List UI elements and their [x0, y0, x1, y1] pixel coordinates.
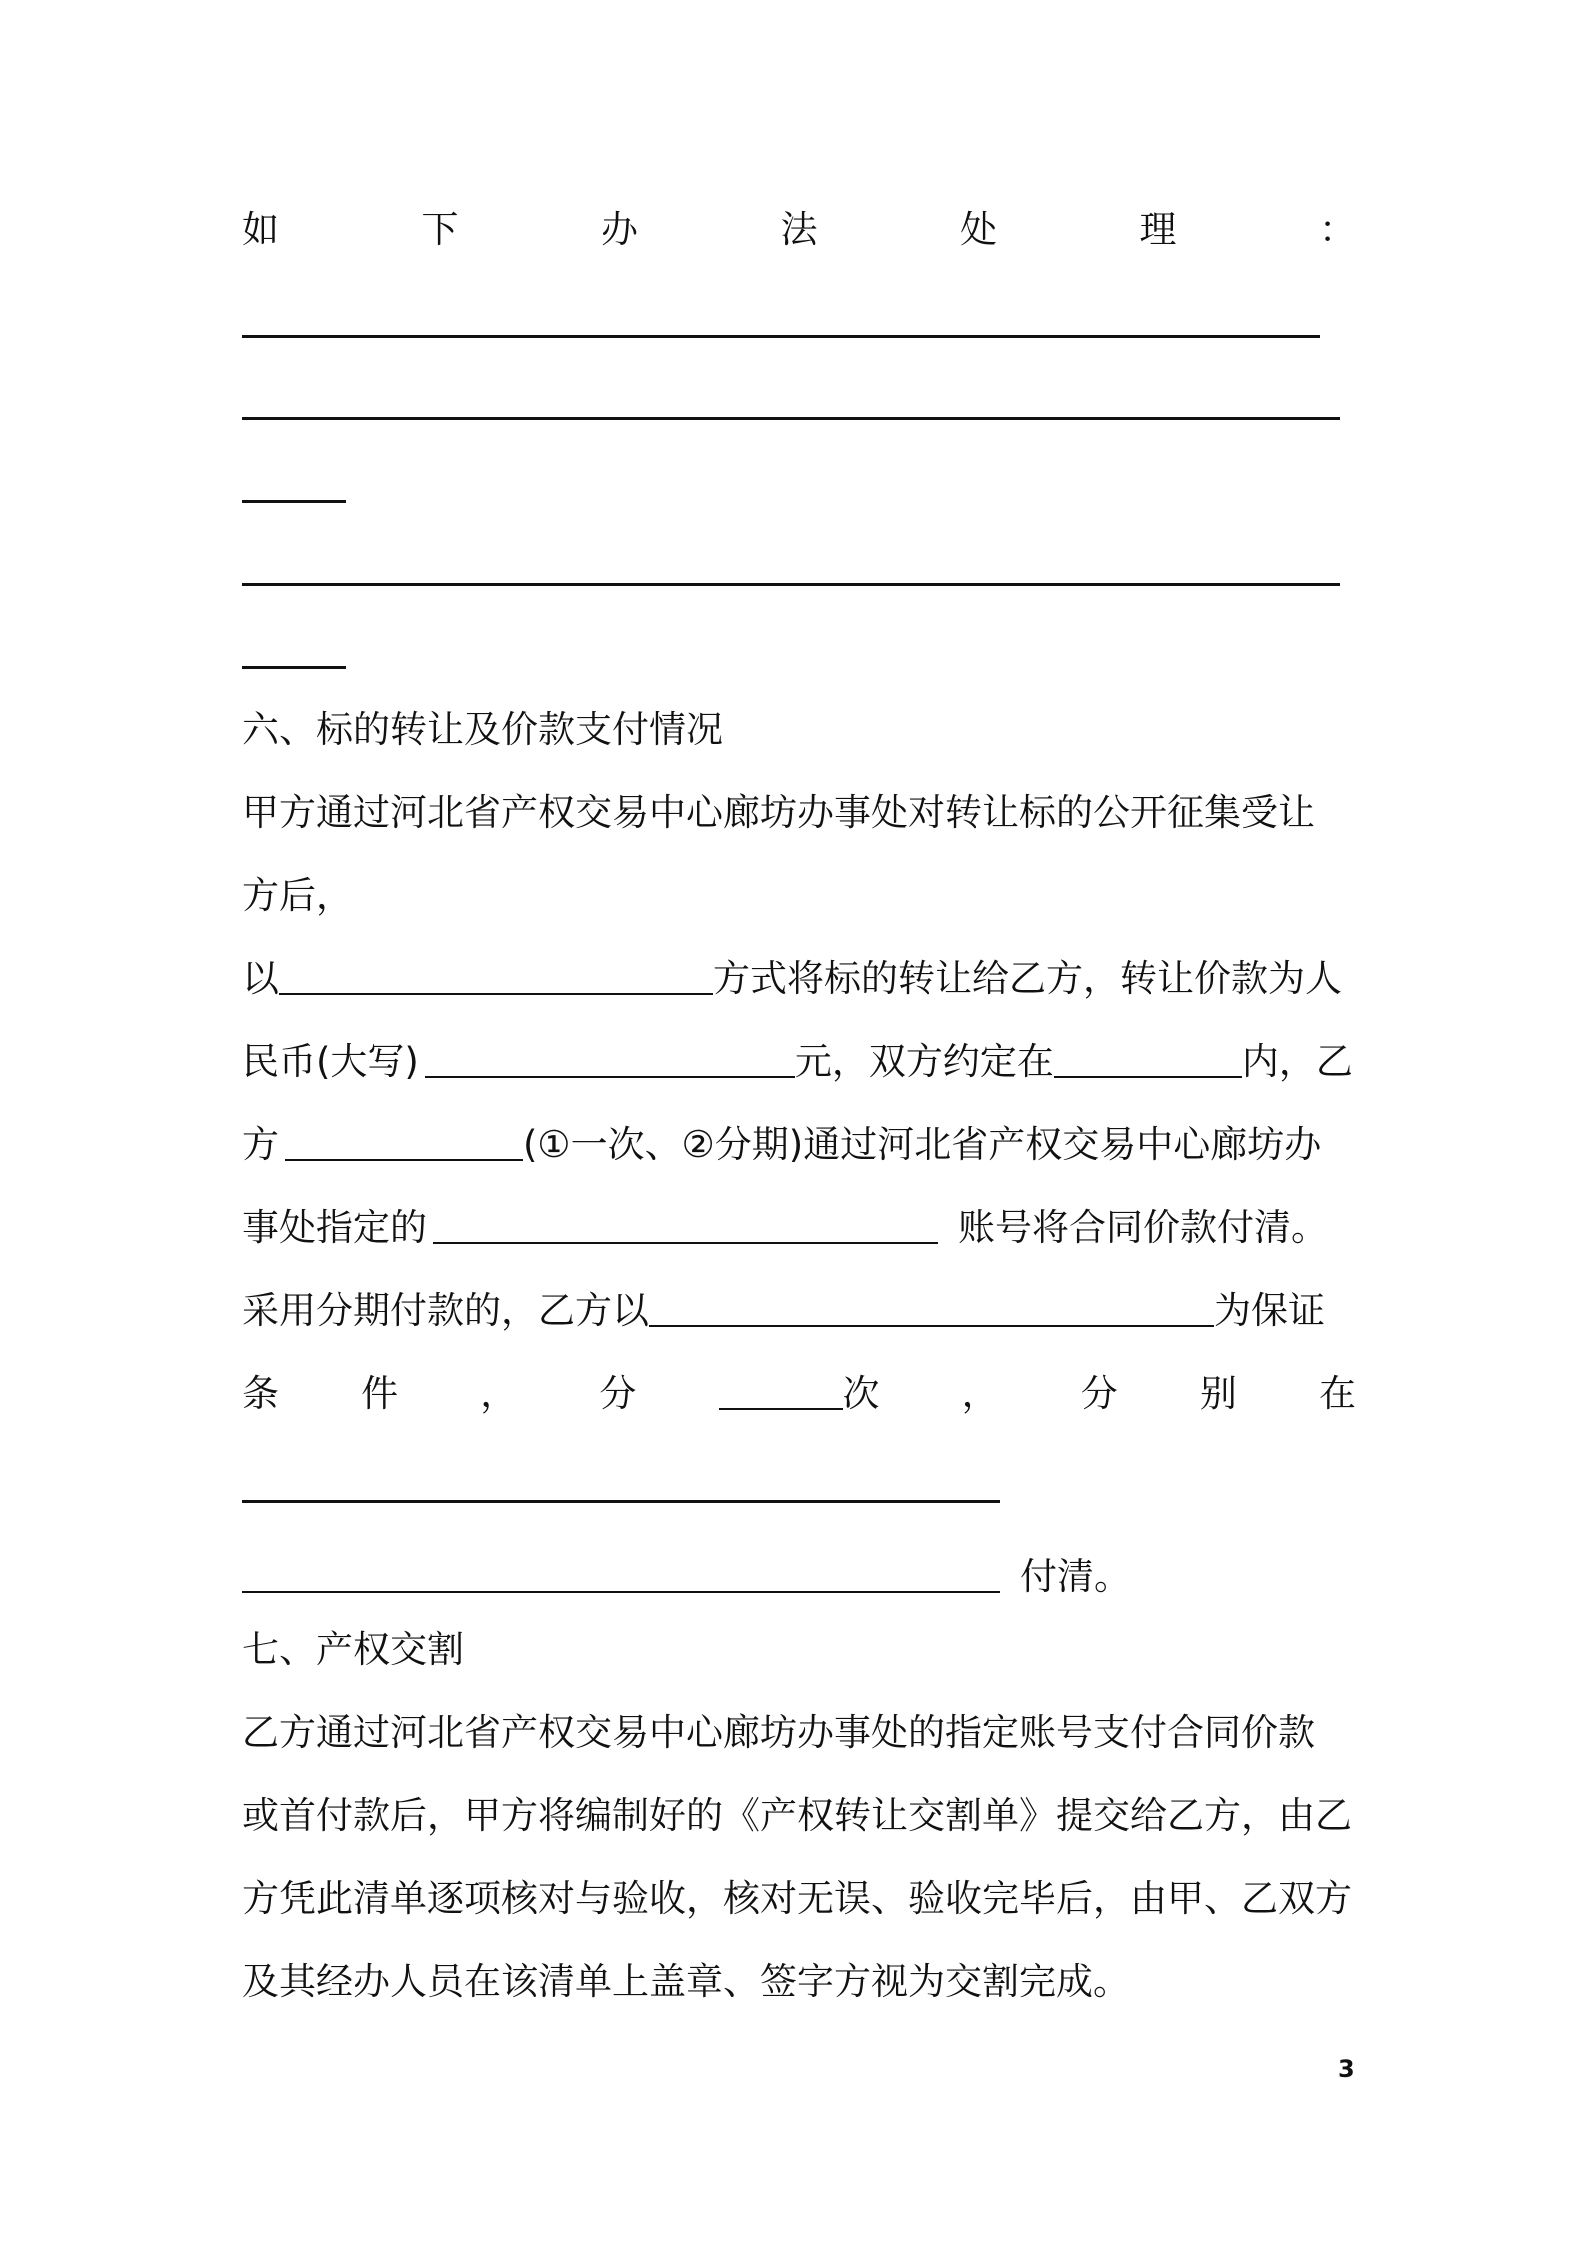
transfer-method-line [242, 937, 1356, 1021]
text-fragment: 方 [242, 1123, 279, 1166]
blank-method [279, 993, 713, 995]
blank-installment-count [719, 1408, 843, 1410]
text-fragment: 民币(大写) [242, 1040, 419, 1083]
intro-char: 办 [601, 208, 638, 251]
intro-line [242, 188, 1356, 272]
text-char: 在 [1319, 1372, 1356, 1415]
installment-count [719, 1352, 880, 1436]
text-fragment: (①一次、②分期)通过河北省产权交易中心廊坊办 [523, 1123, 1322, 1166]
text-fragment: 事处指定的 [242, 1206, 427, 1249]
intro-char: 下 [421, 208, 459, 251]
blank-price-amount [425, 1076, 795, 1078]
blank-account [433, 1242, 938, 1244]
blank-rule [242, 583, 1340, 586]
text-char: 条 [242, 1372, 279, 1415]
text-char: 分 [599, 1372, 637, 1415]
intro-char: 处 [960, 208, 997, 251]
blank-payment-mode [285, 1159, 523, 1161]
blank-rule [242, 666, 346, 669]
section7-heading: 七、产权交割 [242, 1628, 464, 1671]
text-fragment: 元，双方约定在 [794, 1040, 1054, 1083]
blank-period [1054, 1076, 1242, 1078]
text-char: 次 [842, 1372, 880, 1415]
paragraph-line: 及其经办人员在该清单上盖章、签字方视为交割完成。 [242, 1960, 1130, 2003]
intro-char: ： [1319, 208, 1356, 251]
text-fragment: 账号将合同价款付清。 [958, 1206, 1328, 1249]
text-char: ， [961, 1372, 999, 1415]
blank-rule [242, 1500, 1000, 1503]
text-fragment: 为保证 [1214, 1289, 1325, 1332]
text-fragment: 以 [242, 957, 279, 1000]
paragraph-line: 甲方通过河北省产权交易中心廊坊办事处对转让标的公开征集受让 [242, 791, 1315, 834]
account-line [242, 1186, 1356, 1270]
section6-heading: 六、标的转让及价款支付情况 [242, 708, 723, 751]
installment-terms-line [242, 1352, 1356, 1436]
text-fragment: 付清。 [1020, 1555, 1131, 1598]
blank-rule [242, 417, 1340, 420]
text-char: 分 [1080, 1372, 1118, 1415]
paragraph-line: 方后， [242, 874, 353, 917]
intro-char: 如 [242, 208, 279, 251]
intro-char: 法 [780, 208, 818, 251]
text-fragment: 方式将标的转让给乙方，转让价款为人 [713, 957, 1342, 1000]
text-char: 件 [361, 1372, 399, 1415]
installment-line [242, 1269, 1356, 1353]
text-char: 别 [1199, 1372, 1237, 1415]
blank-dates [242, 1591, 1000, 1593]
blank-rule [242, 500, 346, 503]
paragraph-line: 或首付款后，甲方将编制好的《产权转让交割单》提交给乙方，由乙 [242, 1794, 1352, 1837]
paragraph-line: 方凭此清单逐项核对与验收，核对无误、验收完毕后，由甲、乙双方 [242, 1877, 1352, 1920]
intro-char: 理 [1139, 208, 1177, 251]
blank-guarantee [649, 1325, 1214, 1327]
price-line [242, 1020, 1356, 1104]
text-fragment: 内，乙 [1241, 1040, 1353, 1083]
payment-mode-line [242, 1103, 1356, 1187]
text-fragment: 采用分期付款的，乙方以 [242, 1289, 649, 1332]
paid-line [242, 1535, 1356, 1619]
blank-rule [242, 335, 1320, 338]
paragraph-line: 乙方通过河北省产权交易中心廊坊办事处的指定账号支付合同价款 [242, 1711, 1315, 1754]
page-number: 3 [1338, 2055, 1355, 2083]
text-char: ， [480, 1372, 518, 1415]
